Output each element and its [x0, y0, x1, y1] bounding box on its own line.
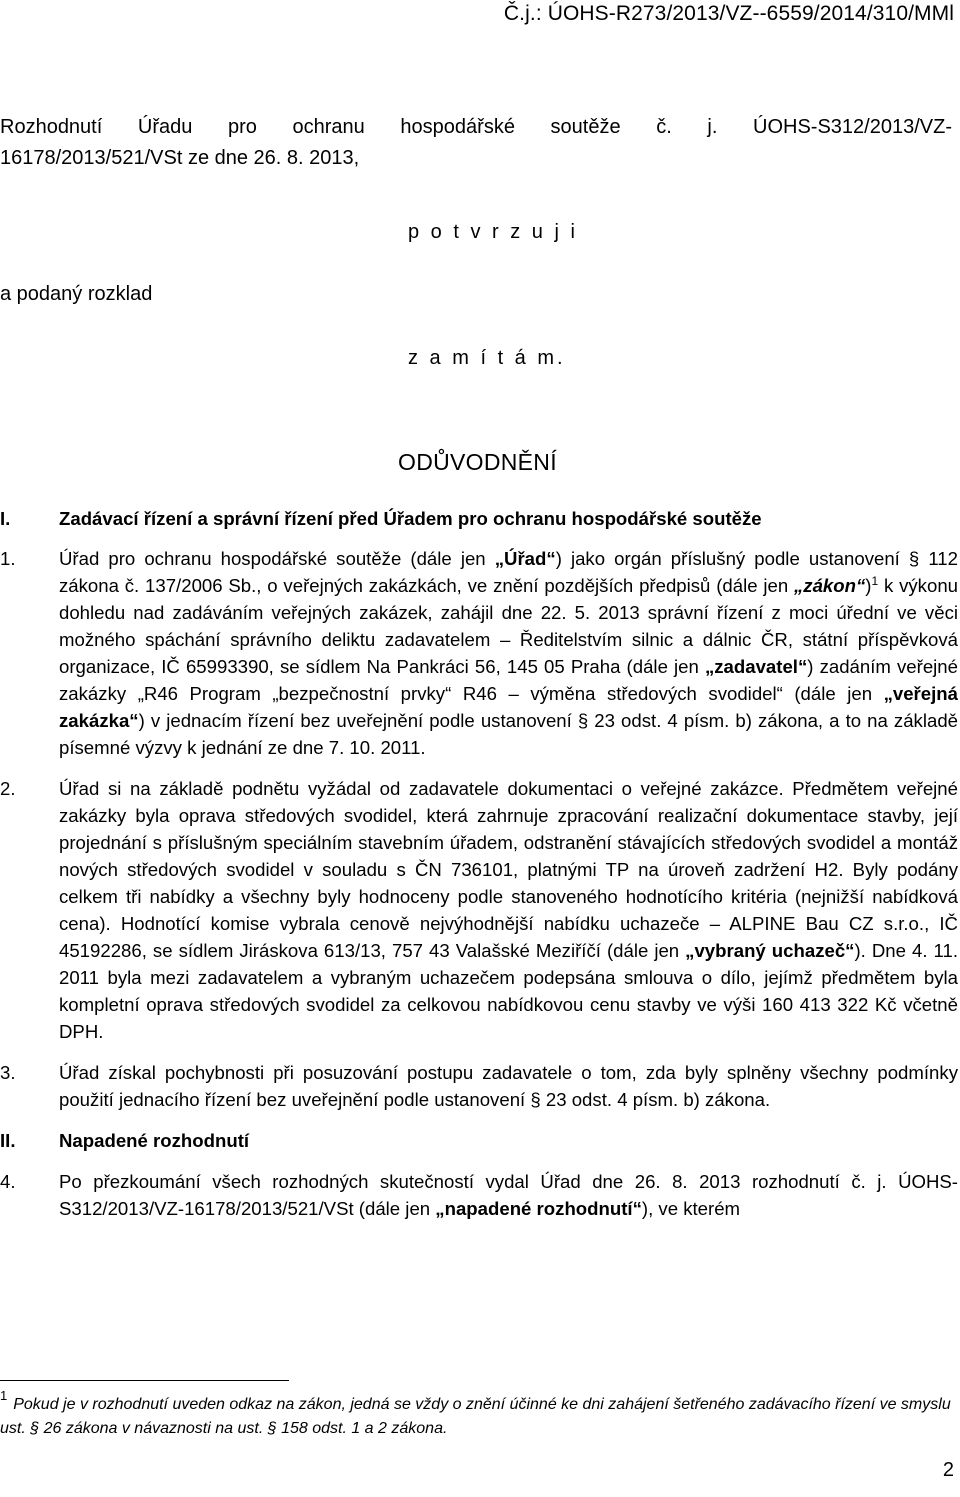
paragraph-2: [0, 775, 958, 1045]
decision-intro: [0, 112, 952, 174]
section-1-number: I.: [0, 508, 11, 529]
intro-line-2: 16178/2013/521/VSt ze dne 26. 8. 2013,: [0, 147, 360, 169]
paragraph-2-text: Úřad si na základě podnětu vyžádal od zadavatele dokumentaci o veřejné zakázce. Předmětem veřejné zakázky byla oprava středových svodidel, která zahrnuje zpracování realizační dokumentace stavby, její projednání s příslušným speciálním stavebním úřadem, odstranění stávajících středových svodidel a montáž nových středových svodidel v souladu s ČN 736101, platnými TP na úroveň zadržení H2. Byly podány celkem tři nabídky a všechny byly hodnoceny podle stanoveného hodnotícího kritéria (nejnižší nabídková cena). Hodnotící komise vybrala cenově nejvýhodnější nabídku uchazeče – ALPINE Bau CZ s.r.o., IČ 45192286, se sídlem Jiráskova 613/13, 757 43 Valašské Meziříčí (dále jen „vybraný uchazeč“). Dne 4. 11. 2011 byla mezi zadavatelem a vybraným uchazečem podepsána smlouva o dílo, jejímž předmětem byla kompletní oprava středových svodidel za celkovou nabídkovou cenu stavby ve výši 160 413 322 Kč včetně DPH.: [59, 778, 958, 1042]
reasoning-heading: ODŮVODNĚNÍ: [398, 449, 557, 475]
document-body: [0, 505, 958, 1222]
section-2-heading: [0, 1127, 958, 1154]
paragraph-3-number: 3.: [0, 1062, 16, 1083]
footnote: [0, 1388, 958, 1441]
section-2-number: II.: [0, 1130, 16, 1151]
paragraph-4: [0, 1168, 958, 1222]
paragraph-3-text: Úřad získal pochybnosti při posuzování postupu zadavatele o tom, zda byly splněny všechny podmínky použití jednacího řízení bez uveřejnění podle ustanovení § 23 odst. 4 písm. b) zákona.: [59, 1062, 958, 1110]
paragraph-1-text: Úřad pro ochranu hospodářské soutěže (dále jen „Úřad“) jako orgán příslušný podle ustanovení § 112 zákona č. 137/2006 Sb., o veřejných zakázkách, ve znění pozdějších předpisů (dále jen „zákon“)$^1$ k výkonu dohledu nad zadáváním veřejných zakázek, zahájil dne 22. 5. 2013 správní řízení z moci úřední ve věci možného spáchání správního deliktu zadavatelem – Ředitelstvím silnic a dálnic ČR, státní příspěvková organizace, IČ 65993390, se sídlem Na Pankráci 56, 145 05 Praha (dále jen „zadavatel“) zadáním veřejné zakázky „R46 Program „bezpečnostní prvky“ R46 – výměna středových svodidel“ (dále jen „veřejná zakázka“) v jednacím řízení bez uveřejnění podle ustanovení § 23 odst. 4 písm. b) zákona, a to na základě písemné výzvy k jednání ze dne 7. 10. 2011.: [59, 548, 958, 758]
footnote-marker: 1: [0, 1388, 8, 1403]
appeal-text: a podaný rozklad: [0, 283, 153, 305]
document-reference: Č.j.: ÚOHS-R273/2013/VZ--6559/2014/310/MMl: [503, 2, 954, 25]
paragraph-2-number: 2.: [0, 778, 16, 799]
paragraph-1-number: 1.: [0, 548, 16, 569]
page-number: 2: [942, 1459, 954, 1481]
verdict-reject: z a m í t á m.: [408, 347, 566, 369]
footnote-reference: 1: [871, 574, 879, 588]
section-1-heading: [0, 505, 958, 532]
verdict-confirm: p o t v r z u j i: [408, 221, 578, 243]
footnote-text: Pokud je v rozhodnutí uveden odkaz na zákon, jedná se vždy o znění účinné ke dni zahájení šetřeného zadávacího řízení ve smyslu ust. § 26 zákona v návaznosti na ust. § 158 odst. 1 a 2 zákona.: [0, 1396, 951, 1437]
paragraph-4-text: Po přezkoumání všech rozhodných skutečností vydal Úřad dne 26. 8. 2013 rozhodnutí č. j. ÚOHS-S312/2013/VZ-16178/2013/521/VSt (dále jen „napadené rozhodnutí“), ve kterém: [59, 1171, 958, 1219]
intro-line-1: Rozhodnutí Úřadu pro ochranu hospodářské soutěže č. j. ÚOHS-S312/2013/VZ-: [0, 116, 952, 138]
paragraph-1: [0, 545, 958, 761]
section-2-title: Napadené rozhodnutí: [59, 1130, 250, 1151]
footnote-divider: [0, 1380, 289, 1381]
paragraph-3: [0, 1059, 958, 1113]
section-1-title: Zadávací řízení a správní řízení před Úřadem pro ochranu hospodářské soutěže: [59, 508, 762, 529]
paragraph-4-number: 4.: [0, 1171, 16, 1192]
